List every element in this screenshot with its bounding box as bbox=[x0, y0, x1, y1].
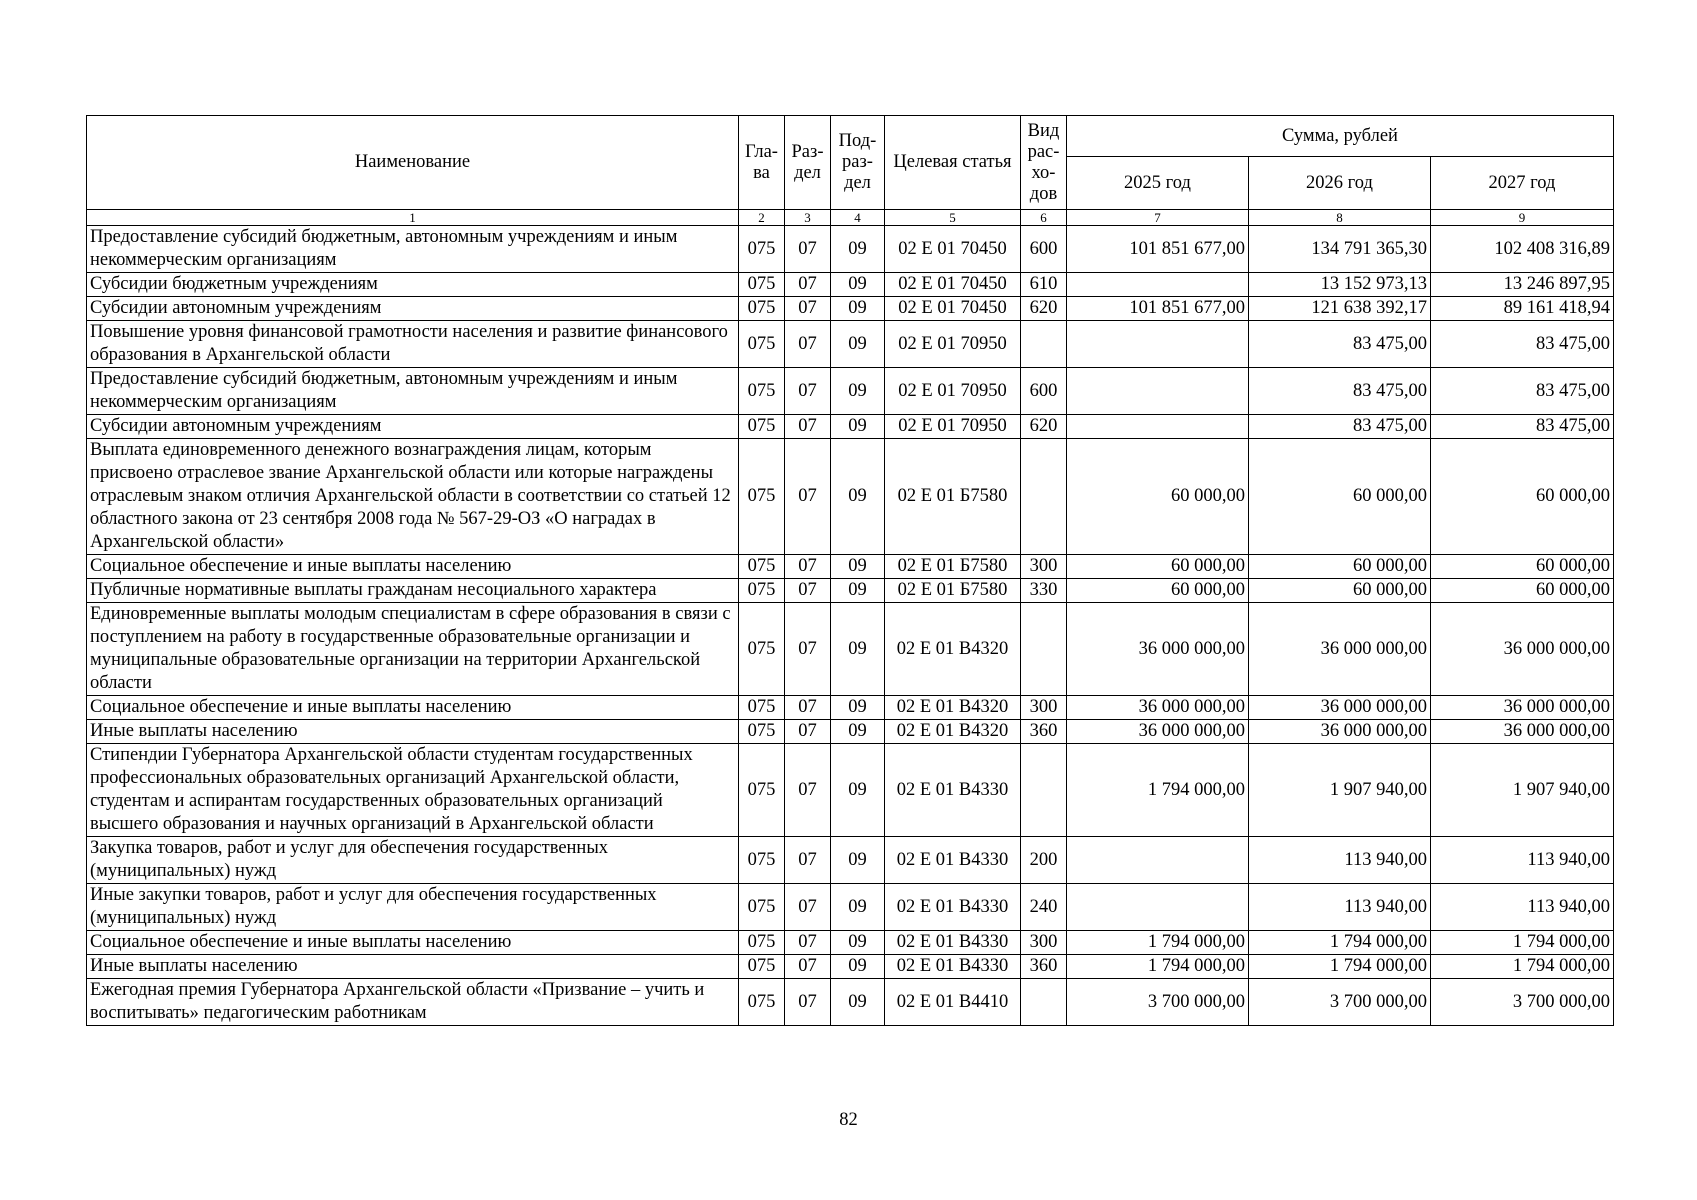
table-row bbox=[87, 744, 1614, 837]
podrazdel-cell: 09 bbox=[831, 321, 885, 368]
table-row bbox=[87, 696, 1614, 720]
table-row bbox=[87, 368, 1614, 415]
razdel-cell: 07 bbox=[785, 979, 831, 1026]
podrazdel-cell: 09 bbox=[831, 368, 885, 415]
row-name-cell: Стипендии Губернатора Архангельской области студентам государственных профессиональных образовательных организаций Архангельской области, студентам и аспирантам государственных образовательных организаций высшего образования и научных организаций в Архангельской области bbox=[87, 744, 739, 837]
sum-2026-cell: 83 475,00 bbox=[1249, 415, 1431, 439]
row-name-cell: Предоставление субсидий бюджетным, автономным учреждениям и иным некоммерческим организациям bbox=[87, 226, 739, 273]
row-name-cell: Публичные нормативные выплаты гражданам несоциального характера bbox=[87, 579, 739, 603]
razdel-cell: 07 bbox=[785, 837, 831, 884]
sum-2027-cell: 89 161 418,94 bbox=[1431, 297, 1614, 321]
sum-2026-cell: 1 794 000,00 bbox=[1249, 955, 1431, 979]
target-article-cell: 02 Е 01 В4330 bbox=[885, 955, 1021, 979]
sum-2027-cell: 60 000,00 bbox=[1431, 555, 1614, 579]
glava-cell: 075 bbox=[739, 979, 785, 1026]
target-article-cell: 02 Е 01 В4320 bbox=[885, 696, 1021, 720]
sum-2026-cell: 83 475,00 bbox=[1249, 368, 1431, 415]
sum-2025-cell: 36 000 000,00 bbox=[1067, 603, 1249, 696]
razdel-cell: 07 bbox=[785, 884, 831, 931]
glava-cell: 075 bbox=[739, 837, 785, 884]
expense-type-cell: 620 bbox=[1021, 297, 1067, 321]
row-name-cell: Субсидии автономным учреждениям bbox=[87, 415, 739, 439]
target-article-cell: 02 Е 01 В4330 bbox=[885, 744, 1021, 837]
glava-cell: 075 bbox=[739, 955, 785, 979]
razdel-cell: 07 bbox=[785, 368, 831, 415]
razdel-cell: 07 bbox=[785, 696, 831, 720]
podrazdel-cell: 09 bbox=[831, 273, 885, 297]
row-name-cell: Социальное обеспечение и иные выплаты населению bbox=[87, 931, 739, 955]
row-name-cell: Ежегодная премия Губернатора Архангельской области «Призвание – учить и воспитывать» педагогическим работникам bbox=[87, 979, 739, 1026]
glava-cell: 075 bbox=[739, 720, 785, 744]
row-name-cell: Повышение уровня финансовой грамотности населения и развитие финансового образования в Архангельской области bbox=[87, 321, 739, 368]
sum-2026-cell: 113 940,00 bbox=[1249, 837, 1431, 884]
sum-2027-cell: 36 000 000,00 bbox=[1431, 696, 1614, 720]
sum-2025-cell: 101 851 677,00 bbox=[1067, 297, 1249, 321]
expense-type-cell: 240 bbox=[1021, 884, 1067, 931]
target-article-cell: 02 Е 01 70450 bbox=[885, 273, 1021, 297]
podrazdel-cell: 09 bbox=[831, 720, 885, 744]
expense-type-cell bbox=[1021, 603, 1067, 696]
glava-cell: 075 bbox=[739, 226, 785, 273]
page-number: 82 bbox=[839, 1110, 858, 1130]
razdel-cell: 07 bbox=[785, 555, 831, 579]
sum-2026-cell: 1 794 000,00 bbox=[1249, 931, 1431, 955]
header-sum: Сумма, рублей bbox=[1067, 116, 1614, 157]
sum-2025-cell: 101 851 677,00 bbox=[1067, 226, 1249, 273]
glava-cell: 075 bbox=[739, 273, 785, 297]
razdel-cell: 07 bbox=[785, 955, 831, 979]
glava-cell: 075 bbox=[739, 744, 785, 837]
row-name-cell: Субсидии автономным учреждениям bbox=[87, 297, 739, 321]
razdel-cell: 07 bbox=[785, 226, 831, 273]
sum-2027-cell: 102 408 316,89 bbox=[1431, 226, 1614, 273]
sum-2027-cell: 13 246 897,95 bbox=[1431, 273, 1614, 297]
sum-2027-cell: 83 475,00 bbox=[1431, 415, 1614, 439]
sum-2025-cell bbox=[1067, 273, 1249, 297]
target-article-cell: 02 Е 01 Б7580 bbox=[885, 439, 1021, 555]
table-row bbox=[87, 884, 1614, 931]
sum-2026-cell: 36 000 000,00 bbox=[1249, 696, 1431, 720]
table-row bbox=[87, 979, 1614, 1026]
table-row bbox=[87, 321, 1614, 368]
sum-2027-cell: 113 940,00 bbox=[1431, 884, 1614, 931]
sum-2025-cell bbox=[1067, 321, 1249, 368]
razdel-cell: 07 bbox=[785, 720, 831, 744]
column-number: 3 bbox=[785, 210, 831, 226]
target-article-cell: 02 Е 01 В4320 bbox=[885, 720, 1021, 744]
sum-2025-cell bbox=[1067, 415, 1249, 439]
sum-2026-cell: 36 000 000,00 bbox=[1249, 603, 1431, 696]
target-article-cell: 02 Е 01 70450 bbox=[885, 226, 1021, 273]
header-podrazdel: Под-раз-дел bbox=[831, 116, 885, 210]
target-article-cell: 02 Е 01 70450 bbox=[885, 297, 1021, 321]
sum-2026-cell: 36 000 000,00 bbox=[1249, 720, 1431, 744]
podrazdel-cell: 09 bbox=[831, 979, 885, 1026]
table-header bbox=[87, 116, 1614, 226]
glava-cell: 075 bbox=[739, 297, 785, 321]
sum-2026-cell: 13 152 973,13 bbox=[1249, 273, 1431, 297]
target-article-cell: 02 Е 01 Б7580 bbox=[885, 555, 1021, 579]
podrazdel-cell: 09 bbox=[831, 884, 885, 931]
header-glava: Гла-ва bbox=[739, 116, 785, 210]
razdel-cell: 07 bbox=[785, 931, 831, 955]
glava-cell: 075 bbox=[739, 415, 785, 439]
sum-2025-cell bbox=[1067, 368, 1249, 415]
expense-type-cell bbox=[1021, 744, 1067, 837]
podrazdel-cell: 09 bbox=[831, 579, 885, 603]
sum-2026-cell: 134 791 365,30 bbox=[1249, 226, 1431, 273]
target-article-cell: 02 Е 01 В4410 bbox=[885, 979, 1021, 1026]
header-vid: Вид рас-хо-дов bbox=[1021, 116, 1067, 210]
podrazdel-cell: 09 bbox=[831, 931, 885, 955]
table-row bbox=[87, 226, 1614, 273]
column-number: 8 bbox=[1249, 210, 1431, 226]
expense-type-cell: 300 bbox=[1021, 696, 1067, 720]
glava-cell: 075 bbox=[739, 696, 785, 720]
sum-2027-cell: 83 475,00 bbox=[1431, 321, 1614, 368]
sum-2025-cell: 60 000,00 bbox=[1067, 439, 1249, 555]
row-name-cell: Иные выплаты населению bbox=[87, 955, 739, 979]
sum-2027-cell: 60 000,00 bbox=[1431, 439, 1614, 555]
expense-type-cell bbox=[1021, 321, 1067, 368]
sum-2027-cell: 1 794 000,00 bbox=[1431, 931, 1614, 955]
column-number: 4 bbox=[831, 210, 885, 226]
target-article-cell: 02 Е 01 В4330 bbox=[885, 837, 1021, 884]
column-number: 7 bbox=[1067, 210, 1249, 226]
row-name-cell: Выплата единовременного денежного вознаграждения лицам, которым присвоено отраслевое звание Архангельской области или которые награждены отраслевым знаком отличия Архангельской области в соответствии со статьей 12 областного закона от 23 сентября 2008 года № 567-29-ОЗ «О наградах в Архангельской области» bbox=[87, 439, 739, 555]
column-number: 9 bbox=[1431, 210, 1614, 226]
row-name-cell: Субсидии бюджетным учреждениям bbox=[87, 273, 739, 297]
target-article-cell: 02 Е 01 В4330 bbox=[885, 931, 1021, 955]
row-name-cell: Социальное обеспечение и иные выплаты населению bbox=[87, 696, 739, 720]
table-row bbox=[87, 555, 1614, 579]
sum-2025-cell: 1 794 000,00 bbox=[1067, 744, 1249, 837]
sum-2026-cell: 1 907 940,00 bbox=[1249, 744, 1431, 837]
podrazdel-cell: 09 bbox=[831, 603, 885, 696]
expense-type-cell: 200 bbox=[1021, 837, 1067, 884]
target-article-cell: 02 Е 01 Б7580 bbox=[885, 579, 1021, 603]
sum-2026-cell: 113 940,00 bbox=[1249, 884, 1431, 931]
podrazdel-cell: 09 bbox=[831, 415, 885, 439]
razdel-cell: 07 bbox=[785, 273, 831, 297]
target-article-cell: 02 Е 01 70950 bbox=[885, 321, 1021, 368]
expense-type-cell bbox=[1021, 439, 1067, 555]
expense-type-cell: 610 bbox=[1021, 273, 1067, 297]
row-name-cell: Предоставление субсидий бюджетным, автономным учреждениям и иным некоммерческим организациям bbox=[87, 368, 739, 415]
expense-type-cell: 360 bbox=[1021, 720, 1067, 744]
sum-2027-cell: 3 700 000,00 bbox=[1431, 979, 1614, 1026]
column-number: 6 bbox=[1021, 210, 1067, 226]
razdel-cell: 07 bbox=[785, 415, 831, 439]
sum-2027-cell: 60 000,00 bbox=[1431, 579, 1614, 603]
sum-2027-cell: 1 907 940,00 bbox=[1431, 744, 1614, 837]
table-row bbox=[87, 439, 1614, 555]
sum-2027-cell: 1 794 000,00 bbox=[1431, 955, 1614, 979]
razdel-cell: 07 bbox=[785, 297, 831, 321]
header-celevaya: Целевая статья bbox=[885, 116, 1021, 210]
row-name-cell: Иные закупки товаров, работ и услуг для обеспечения государственных (муниципальных) нужд bbox=[87, 884, 739, 931]
expense-type-cell: 360 bbox=[1021, 955, 1067, 979]
glava-cell: 075 bbox=[739, 931, 785, 955]
header-year-2025: 2025 год bbox=[1067, 157, 1249, 210]
sum-2027-cell: 36 000 000,00 bbox=[1431, 603, 1614, 696]
sum-2026-cell: 121 638 392,17 bbox=[1249, 297, 1431, 321]
expense-type-cell: 300 bbox=[1021, 931, 1067, 955]
glava-cell: 075 bbox=[739, 321, 785, 368]
budget-table bbox=[86, 115, 1614, 1026]
column-number: 1 bbox=[87, 210, 739, 226]
table-row bbox=[87, 931, 1614, 955]
glava-cell: 075 bbox=[739, 603, 785, 696]
table-row bbox=[87, 273, 1614, 297]
podrazdel-cell: 09 bbox=[831, 439, 885, 555]
table-row bbox=[87, 955, 1614, 979]
sum-2026-cell: 60 000,00 bbox=[1249, 439, 1431, 555]
razdel-cell: 07 bbox=[785, 744, 831, 837]
sum-2025-cell: 60 000,00 bbox=[1067, 555, 1249, 579]
sum-2025-cell: 3 700 000,00 bbox=[1067, 979, 1249, 1026]
table-row bbox=[87, 720, 1614, 744]
glava-cell: 075 bbox=[739, 439, 785, 555]
table-body bbox=[87, 226, 1614, 1026]
podrazdel-cell: 09 bbox=[831, 555, 885, 579]
column-number: 5 bbox=[885, 210, 1021, 226]
sum-2027-cell: 83 475,00 bbox=[1431, 368, 1614, 415]
column-number-row bbox=[87, 210, 1614, 226]
table-row bbox=[87, 603, 1614, 696]
row-name-cell: Иные выплаты населению bbox=[87, 720, 739, 744]
sum-2027-cell: 113 940,00 bbox=[1431, 837, 1614, 884]
glava-cell: 075 bbox=[739, 555, 785, 579]
expense-type-cell: 600 bbox=[1021, 226, 1067, 273]
header-name: Наименование bbox=[87, 116, 739, 210]
target-article-cell: 02 Е 01 70950 bbox=[885, 415, 1021, 439]
expense-type-cell: 620 bbox=[1021, 415, 1067, 439]
expense-type-cell: 600 bbox=[1021, 368, 1067, 415]
glava-cell: 075 bbox=[739, 884, 785, 931]
sum-2026-cell: 60 000,00 bbox=[1249, 579, 1431, 603]
sum-2025-cell: 1 794 000,00 bbox=[1067, 955, 1249, 979]
podrazdel-cell: 09 bbox=[831, 837, 885, 884]
podrazdel-cell: 09 bbox=[831, 955, 885, 979]
sum-2025-cell bbox=[1067, 884, 1249, 931]
row-name-cell: Закупка товаров, работ и услуг для обеспечения государственных (муниципальных) нужд bbox=[87, 837, 739, 884]
podrazdel-cell: 09 bbox=[831, 226, 885, 273]
expense-type-cell: 330 bbox=[1021, 579, 1067, 603]
table-row bbox=[87, 297, 1614, 321]
podrazdel-cell: 09 bbox=[831, 744, 885, 837]
sum-2025-cell: 36 000 000,00 bbox=[1067, 720, 1249, 744]
target-article-cell: 02 Е 01 В4330 bbox=[885, 884, 1021, 931]
table-row bbox=[87, 837, 1614, 884]
podrazdel-cell: 09 bbox=[831, 297, 885, 321]
podrazdel-cell: 09 bbox=[831, 696, 885, 720]
target-article-cell: 02 Е 01 70950 bbox=[885, 368, 1021, 415]
header-year-2026: 2026 год bbox=[1249, 157, 1431, 210]
sum-2026-cell: 3 700 000,00 bbox=[1249, 979, 1431, 1026]
column-number: 2 bbox=[739, 210, 785, 226]
header-razdel: Раз-дел bbox=[785, 116, 831, 210]
expense-type-cell: 300 bbox=[1021, 555, 1067, 579]
glava-cell: 075 bbox=[739, 368, 785, 415]
expense-type-cell bbox=[1021, 979, 1067, 1026]
table-row bbox=[87, 415, 1614, 439]
row-name-cell: Социальное обеспечение и иные выплаты населению bbox=[87, 555, 739, 579]
header-year-2027: 2027 год bbox=[1431, 157, 1614, 210]
sum-2025-cell bbox=[1067, 837, 1249, 884]
sum-2027-cell: 36 000 000,00 bbox=[1431, 720, 1614, 744]
razdel-cell: 07 bbox=[785, 603, 831, 696]
row-name-cell: Единовременные выплаты молодым специалистам в сфере образования в связи с поступлением на работу в государственные образовательные организации и муниципальные образовательные организации на территории Архангельской области bbox=[87, 603, 739, 696]
glava-cell: 075 bbox=[739, 579, 785, 603]
sum-2025-cell: 1 794 000,00 bbox=[1067, 931, 1249, 955]
target-article-cell: 02 Е 01 В4320 bbox=[885, 603, 1021, 696]
razdel-cell: 07 bbox=[785, 439, 831, 555]
table-row bbox=[87, 579, 1614, 603]
razdel-cell: 07 bbox=[785, 321, 831, 368]
razdel-cell: 07 bbox=[785, 579, 831, 603]
sum-2025-cell: 60 000,00 bbox=[1067, 579, 1249, 603]
sum-2026-cell: 83 475,00 bbox=[1249, 321, 1431, 368]
sum-2025-cell: 36 000 000,00 bbox=[1067, 696, 1249, 720]
sum-2026-cell: 60 000,00 bbox=[1249, 555, 1431, 579]
